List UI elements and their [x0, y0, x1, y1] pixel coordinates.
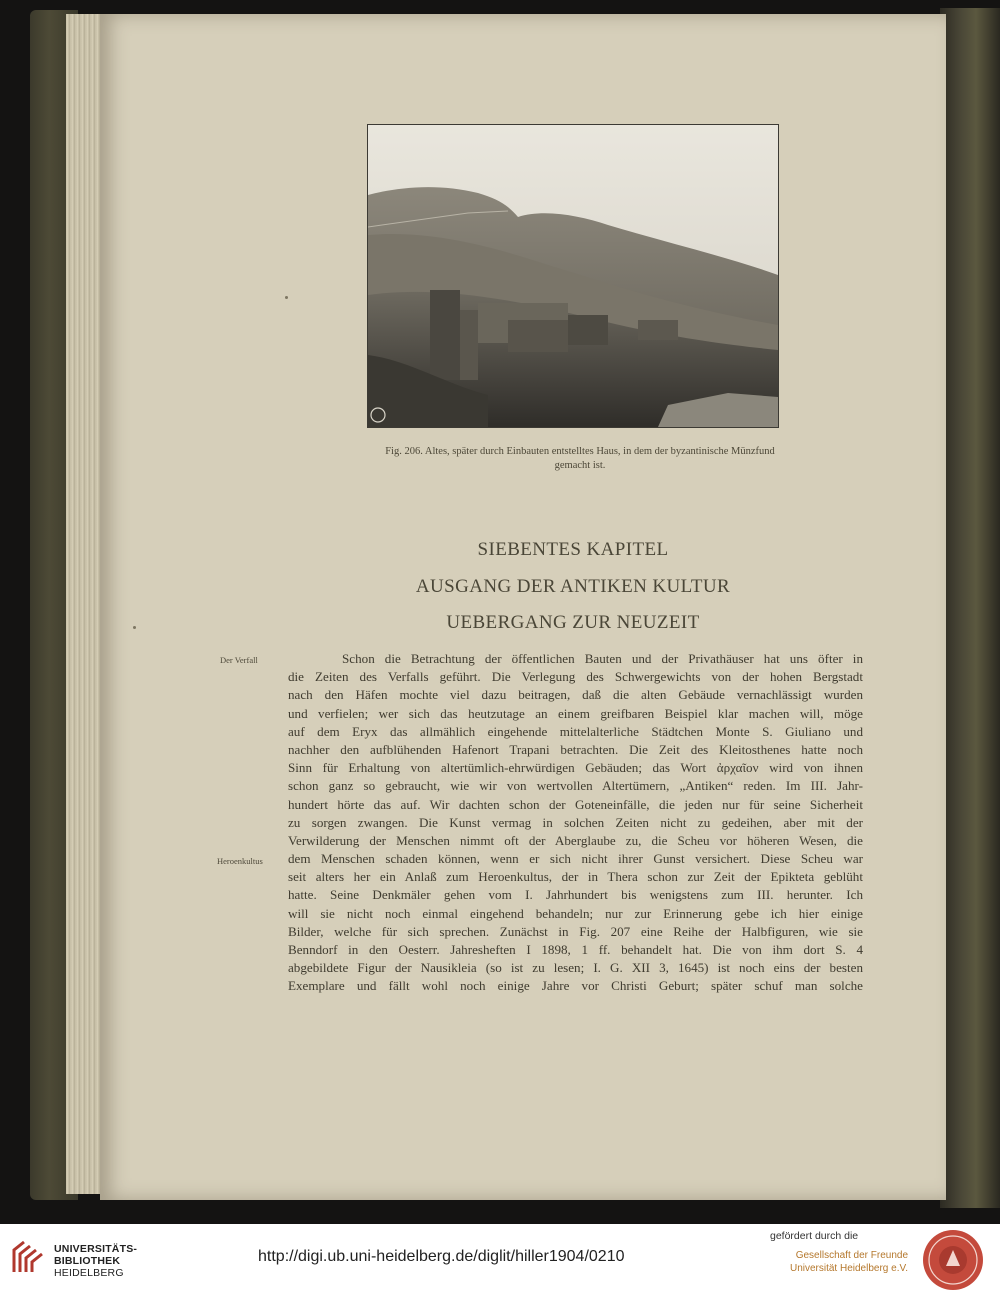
body-text-line: nach den Häfen mochte viel dazu beitragen, daß die alten Gebäude vernachlässigt wurden	[288, 687, 863, 703]
funded-by-text: gefördert durch die	[770, 1230, 859, 1242]
body-text-line: auf dem Eryx das allmählich eingehende mittelalterliche Städtchen Monte S. Giuliano und	[288, 723, 863, 739]
library-name-line-2: BIBLIOTHEK	[54, 1255, 121, 1267]
body-text-line: Bilder, welche für sich sprechen. Zunächst in Fig. 207 eine Reihe der Halbfiguren, wie sie	[288, 923, 863, 939]
body-text-line: seit alters her ein Anlaß zum Heroenkultus, der in Thera schon zur Zeit der Epikteta geblüht	[288, 869, 863, 885]
society-name-line-2: Universität Heidelberg e.V.	[789, 1263, 908, 1274]
margin-note-heroenkultus: Heroenkultus	[217, 856, 263, 866]
book-cover-right	[940, 8, 1000, 1208]
body-text-line: Benndorf in den Oesterr. Jahresheften I 1898, 1 ff. behandelt hat. Die von ihm dort S. 4	[288, 942, 863, 957]
page-speck	[133, 626, 136, 629]
university-library-logo-icon	[10, 1232, 46, 1278]
figure-photograph	[367, 124, 779, 428]
body-text-line: will sie nicht noch einmal eingehend behandeln; nur zur Erinnerung gebe ich hier einige	[288, 905, 863, 921]
body-text-line: dem Menschen schaden können, wenn er sich nicht ihrer Gunst versichert. Diese Scheu war	[288, 851, 863, 867]
book-page	[100, 14, 946, 1200]
body-text-line: und verfielen; wer sich das heutzutage an einem greifbaren Beispiel klar machen will, möge	[288, 705, 863, 721]
body-text-line: Exemplare und fällt wohl noch einige Jahre vor Christi Geburt; später schuf man solche	[288, 978, 863, 994]
university-seal-icon	[920, 1228, 986, 1292]
library-name-line-1: UNIVERSITÄTS-	[54, 1243, 138, 1255]
body-text-line: hundert hörte das auf. Wir dachten schon der Goteneinfälle, die jeden nur für seine Sicherheit	[288, 796, 863, 812]
chapter-title-line-2: UEBERGANG ZUR NEUZEIT	[446, 612, 700, 633]
page-speck	[285, 296, 288, 299]
ruins-landscape-image	[368, 125, 778, 427]
body-text-line: die Zeiten des Verfalls geführt. Die Verlegung des Schwergewichts von der hohen Bergstadt	[288, 669, 863, 685]
body-text-line: Schon die Betrachtung der öffentlichen Bauten und der Privathäuser hat uns öfter in	[342, 651, 863, 666]
body-text-line: hatte. Seine Denkmäler gehen vom I. Jahrhundert bis wenigstens zum III. herunter. Ich	[288, 887, 863, 903]
margin-note-verfall: Der Verfall	[220, 655, 258, 665]
permalink-url[interactable]: http://digi.ub.uni-heidelberg.de/diglit/hiller1904/0210	[258, 1248, 625, 1265]
chapter-number: SIEBENTES KAPITEL	[477, 539, 669, 560]
figure-caption-line-1: Fig. 206. Altes, später durch Einbauten entstelltes Haus, in dem der byzantinische Münzfund	[385, 446, 775, 457]
library-name-line-3: HEIDELBERG	[54, 1267, 124, 1279]
body-text-line: nachher den aufblühenden Hafenort Trapani betrachten. Die Zeit des Kleitosthenes hatte noch	[288, 741, 863, 757]
body-text-line: zu sorgen zwangen. Die Kunst vermag in solchen Zeiten nicht zu gedeihen, aber mit der	[288, 814, 863, 830]
figure-caption-line-2: gemacht ist.	[554, 460, 606, 471]
body-text-line: Verwilderung der Menschen nimmt oft der Aberglaube zu, die Scheu vor höheren Wesen, die	[288, 832, 863, 848]
society-name-line-1: Gesellschaft der Freunde	[795, 1250, 908, 1261]
body-text-line: abgebildete Figur der Nausikleia (so ist zu lesen; I. G. XII 3, 1645) ist noch eins der besten	[288, 960, 863, 976]
body-text-line: Sinn für Erhaltung von altertümlich-ehrwürdigen Gebäuden; das Wort ἀρχαῖον wird von ihnen	[288, 760, 863, 776]
body-text-line: schon ganz so gebraucht, wie wir von wertvollen Altertümern, „Antiken“ reden. Im III. Jahr-	[288, 778, 863, 794]
chapter-title-line-1: AUSGANG DER ANTIKEN KULTUR	[415, 576, 731, 597]
body-text	[288, 650, 863, 996]
